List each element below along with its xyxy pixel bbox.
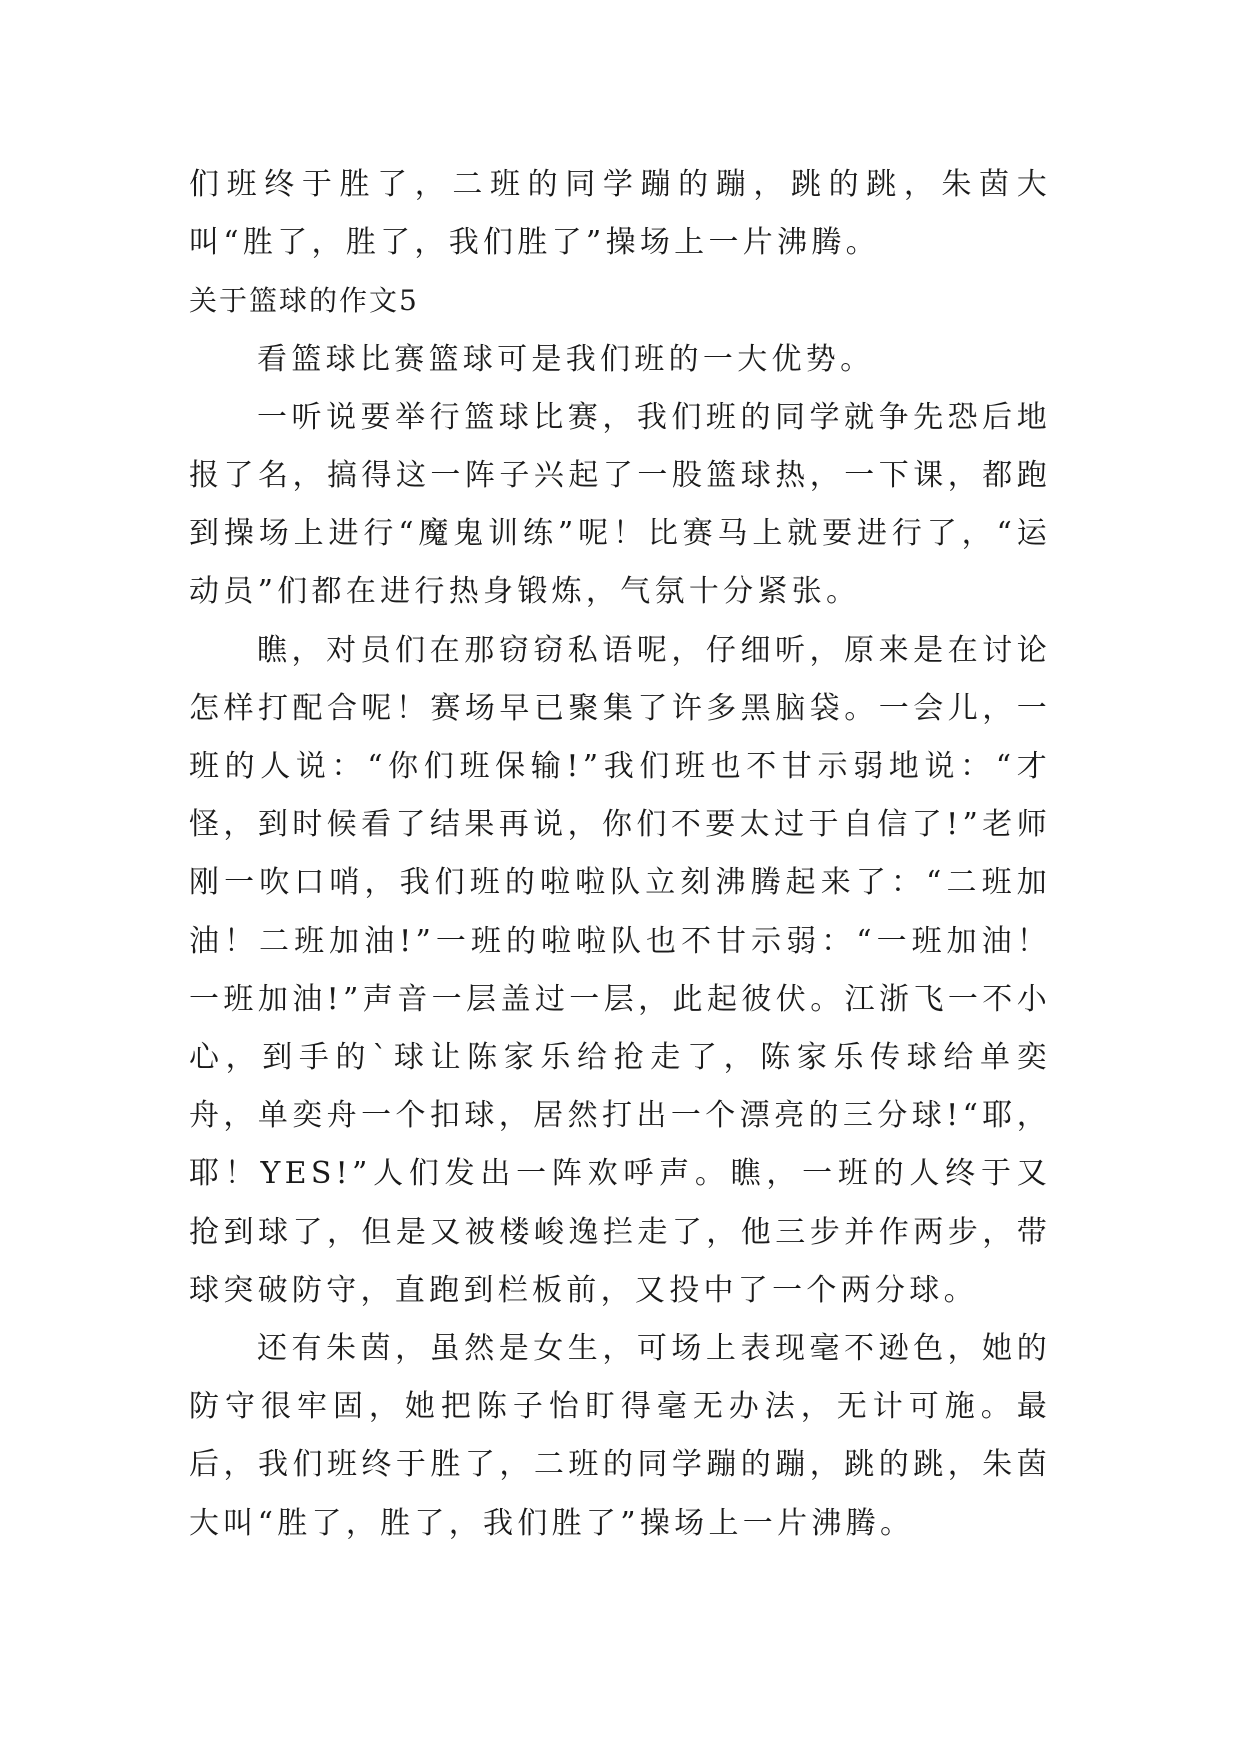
body-paragraph-3: 瞧，对员们在那窃窃私语呢，仔细听，原来是在讨论怎样打配合呢！赛场早已聚集了许多黑脑袋。一会儿，一班的人说：“你们班保输!”我们班也不甘示弱地说：“才怪，到时候看了结果再说，你们不要太过于自信了!”老师刚一吹口哨，我们班的啦啦队立刻沸腾起来了：“二班加油！二班加油!”一班的啦啦队也不甘示弱：“一班加油！一班加油!”声音一层盖过一层，此起彼伏。江浙飞一不小心，到手的`球让陈家乐给抢走了，陈家乐传球给单奕舟，单奕舟一个扣球，居然打出一个漂亮的三分球!“耶，耶！YES!”人们发出一阵欢呼声。瞧，一班的人终于又抢到球了，但是又被楼峻逸拦走了，他三步并作两步，带球突破防守，直跑到栏板前，又投中了一个两分球。 (189, 632, 1051, 1308)
body-paragraph-4: 还有朱茵，虽然是女生，可场上表现毫不逊色，她的防守很牢固，她把陈子怡盯得毫无办法，无计可施。最后，我们班终于胜了，二班的同学蹦的蹦，跳的跳，朱茵大叫“胜了，胜了，我们胜了”操场上一片沸腾。 (189, 1331, 1051, 1541)
body-paragraph-2: 一听说要举行篮球比赛，我们班的同学就争先恐后地报了名，搞得这一阵子兴起了一股篮球热，一下课，都跑到操场上进行“魔鬼训练”呢！比赛马上就要进行了，“运动员”们都在进行热身锻炼，气氛十分紧张。 (189, 399, 1051, 610)
section-heading: 关于篮球的作文5 (189, 284, 419, 318)
lead-paragraph: 们班终于胜了，二班的同学蹦的蹦，跳的跳，朱茵大叫“胜了，胜了，我们胜了”操场上一片沸腾。 (189, 167, 1051, 261)
body-paragraph-1: 看篮球比赛篮球可是我们班的一大优势。 (257, 341, 875, 377)
document-body (189, 156, 1051, 1553)
